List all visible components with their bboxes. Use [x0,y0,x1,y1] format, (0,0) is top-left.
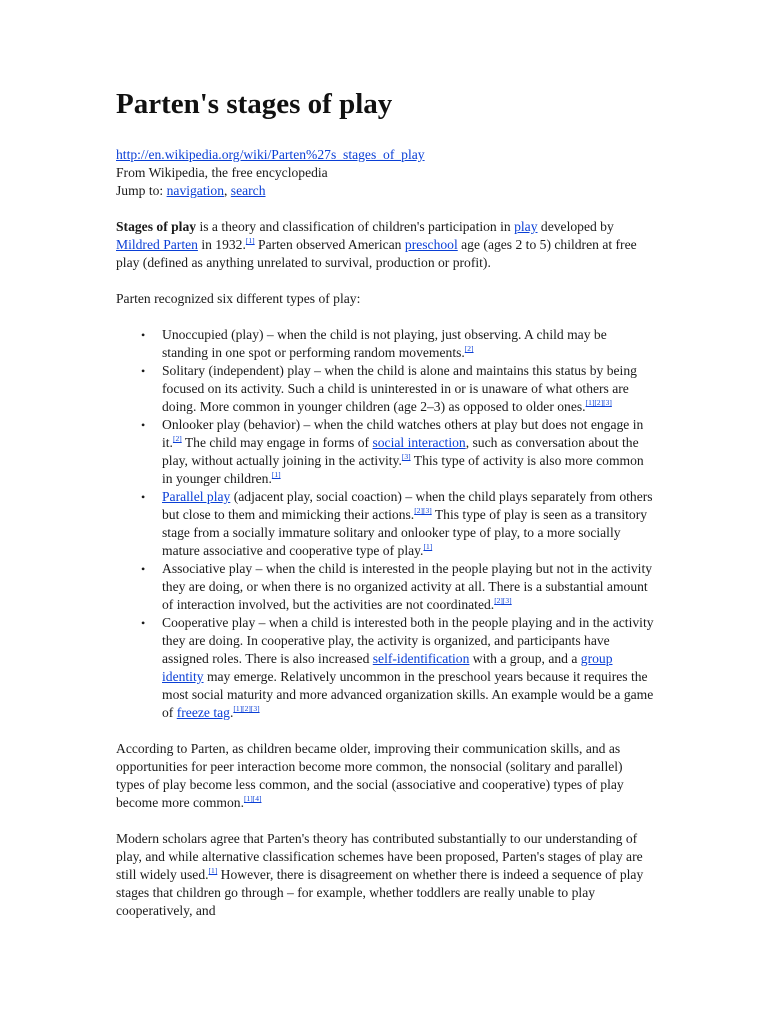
bullet-icon: • [141,364,146,378]
citation-link[interactable]: [3] [401,452,411,461]
intro-bold-term: Stages of play [116,219,197,234]
paragraph-text: Modern scholars agree that Parten's theory has contributed substantially to our understanding of play, and while alternative classification schemes have been proposed, Parten's stages of play are still widely used. [116,831,643,882]
list-item-associative [141,560,654,614]
intro-text: developed by [537,219,614,234]
jump-separator: , [224,183,231,198]
list-item-cooperative [141,614,654,722]
social-interaction-link[interactable]: social interaction [372,435,466,450]
citation-link[interactable]: [2] [464,344,474,353]
freeze-tag-link[interactable]: freeze tag [176,705,230,720]
citation-link[interactable]: [2][3] [494,596,512,605]
list-item-unoccupied [141,326,654,362]
bullet-icon: • [141,418,146,432]
item-text: This type of play is seen as a transitory stage from a socially immature solitary and onlooker type of play, to a more socially mature associative and cooperative type of play. [162,507,648,558]
list-item-solitary [141,362,654,416]
item-text: . [229,705,234,720]
item-text: Onlooker play (behavior) – when the child watches others at play but does not engage in it. [162,417,644,450]
self-identification-link[interactable]: self-identification [372,651,470,666]
citation-link[interactable]: [2][3] [414,506,432,515]
play-types-list [116,326,654,722]
item-text: Unoccupied (play) – when the child is not playing, just observing. A child may be standing in one spot or performing random movements. [162,327,607,360]
item-text: Cooperative play – when a child is interested both in the people playing and in the activity they are doing. In cooperative play, the activity is organized, and participants have assigned roles. There is also increased [162,615,654,666]
item-text: Solitary (independent) play – when the child is alone and maintains this status by being focused on its activity. Such a child is uninterested in or is unaware of what others are doing. More common in younger children (age 2–3) as opposed to older ones. [162,363,637,414]
intro-paragraph [116,218,654,272]
citation-link[interactable]: [1] [208,866,218,875]
citation-link[interactable]: [1] [271,470,281,479]
navigation-link[interactable]: navigation [166,183,224,198]
preschool-link[interactable]: preschool [404,237,458,252]
paragraph-text: However, there is disagreement on whether there is indeed a sequence of play stages that children go through – for example, whether toddlers are really unable to play cooperatively, and [116,867,644,918]
source-url-link[interactable]: http://en.wikipedia.org/wiki/Parten%27s_stages_of_play [116,147,425,162]
citation-link[interactable]: [1][4] [243,794,262,803]
item-text: may emerge. Relatively uncommon in the preschool years because it requires the most social maturity and more advanced organization skills. An example would be a game of [162,669,654,720]
intro-text: is a theory and classification of children's participation in [196,219,515,234]
list-item-onlooker [141,416,654,488]
jump-to-line [116,182,654,200]
citation-link[interactable]: [1] [423,542,433,551]
mildred-parten-link[interactable]: Mildred Parten [116,237,198,252]
citation-link[interactable]: [1] [245,236,255,245]
bullet-icon: • [141,328,146,342]
page-title: Parten's stages of play [116,88,393,120]
article-meta [116,146,654,200]
parallel-play-link[interactable]: Parallel play [162,489,231,504]
group-identity-link[interactable]: group identity [162,651,613,684]
play-link[interactable]: play [514,219,538,234]
older-children-paragraph [116,740,654,812]
bullet-icon: • [141,490,146,504]
item-text: The child may engage in forms of [181,435,373,450]
intro-text: Parten observed American [254,237,405,252]
jump-prefix: Jump to: [116,183,167,198]
bullet-icon: • [141,616,146,630]
paragraph-text: According to Parten, as children became older, improving their communication skills, and as opportunities for peer interaction become more common, the nonsocial (solitary and parallel) types of play become less common, and the social (associative and cooperative) types of play become more common. [116,741,624,810]
types-intro: Parten recognized six different types of play: [116,291,361,306]
modern-scholars-paragraph [116,830,654,920]
citation-link[interactable]: [1][2][3] [233,704,260,713]
citation-link[interactable]: [1][2][3] [585,398,612,407]
citation-link[interactable]: [2] [172,434,182,443]
bullet-icon: • [141,562,146,576]
item-text: Associative play – when the child is interested in the people playing but not in the activity they are doing, or when there is no organized activity at all. There is a substantial amount of interaction involved, but the activities are not coordinated. [162,561,653,612]
item-text: (adjacent play, social coaction) – when the child plays separately from others but close to them and mimicking their actions. [162,489,653,522]
item-text: with a group, and a [469,651,581,666]
item-text: , such as conversation about the play, without actually joining in the activity. [162,435,639,468]
list-item-parallel [141,488,654,560]
item-text: This type of activity is also more common in younger children. [162,453,644,486]
intro-text: age (ages 2 to 5) children at free play (defined as anything unrelated to survival, production or profit). [116,237,637,270]
intro-text: in 1932. [197,237,246,252]
from-wikipedia-text: From Wikipedia, the free encyclopedia [116,165,328,180]
search-link[interactable]: search [230,183,266,198]
article [116,86,654,938]
